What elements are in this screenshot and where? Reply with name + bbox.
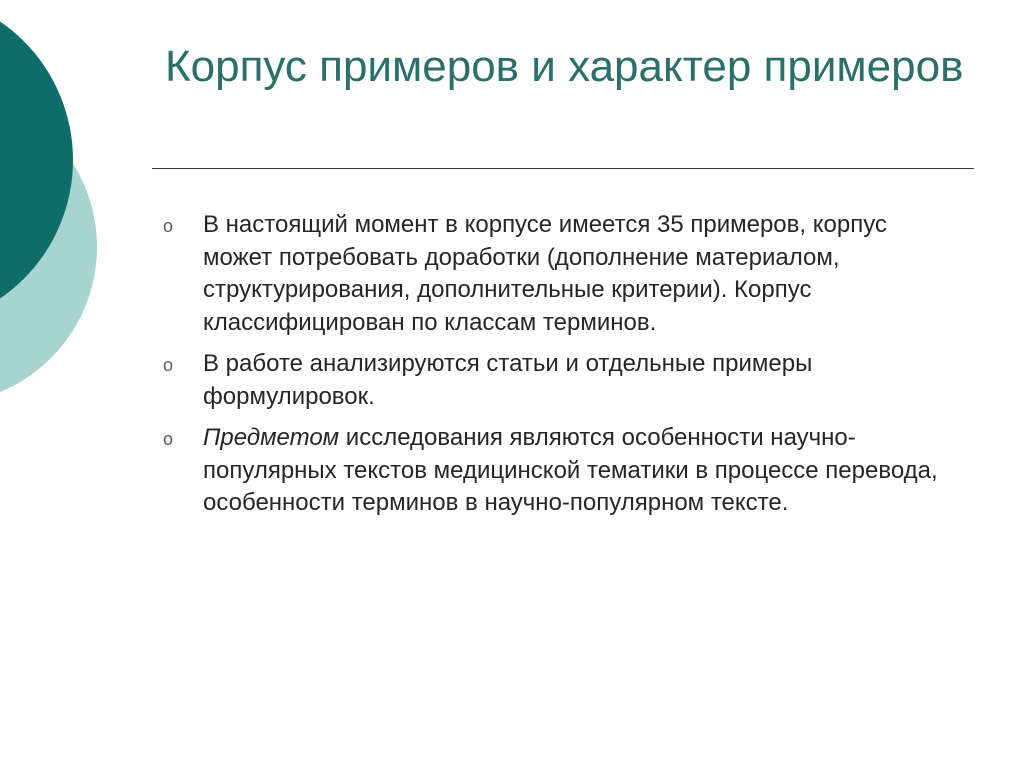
bullet-italic-lead: Предметом — [203, 424, 340, 451]
bullet-text: В работе анализируются статьи и отдельные примеры формулировок. — [203, 350, 813, 410]
bullet-item — [163, 422, 953, 520]
bullet-text: исследования являются особенности научно-популярных текстов медицинской тематики в процессе перевода, особенности терминов в научно-популярном тексте. — [203, 424, 938, 516]
slide-title: Корпус примеров и характер примеров — [165, 42, 964, 91]
bullet-text: В настоящий момент в корпусе имеется 35 примеров, корпус может потребовать доработки (дополнение материалом, структурирования, дополнительные критерии). Корпус классифицирован по классам терминов. — [203, 211, 887, 336]
bullet-marker-icon: o — [163, 216, 174, 236]
bullet-list — [163, 209, 953, 529]
bullet-item — [163, 209, 953, 339]
decorative-circles — [0, 0, 110, 420]
title-divider — [152, 168, 974, 169]
bullet-marker-icon: o — [163, 429, 174, 449]
bullet-item — [163, 348, 953, 413]
bullet-marker-icon: o — [163, 355, 174, 375]
